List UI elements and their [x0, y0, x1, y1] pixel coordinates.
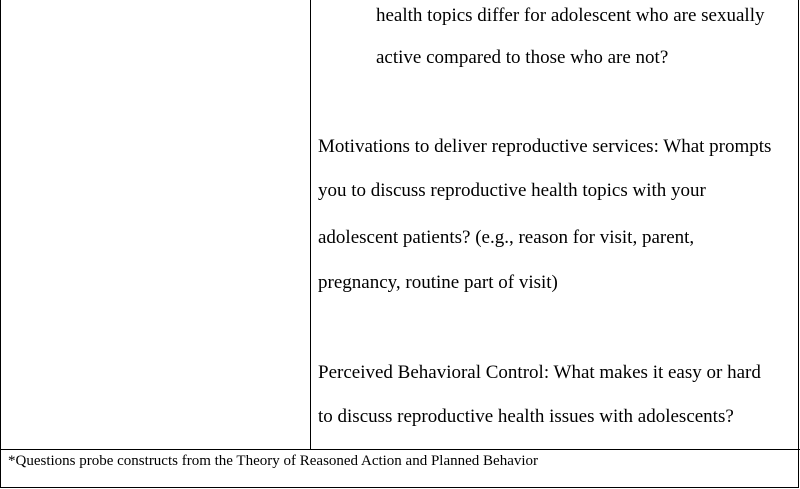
row-divider	[1, 449, 800, 450]
text-line: to discuss reproductive health issues with adolescents?	[318, 406, 734, 427]
text-line: adolescent patients? (e.g., reason for visit, parent,	[318, 227, 695, 248]
text-line: active compared to those who are not?	[376, 47, 669, 68]
table-footnote: *Questions probe constructs from the Theory of Reasoned Action and Planned Behavior	[8, 453, 539, 469]
text-line: health topics differ for adolescent who are sexually	[376, 5, 765, 26]
text-line: you to discuss reproductive health topics with your	[318, 180, 706, 201]
text-line: Perceived Behavioral Control: What makes it easy or hard	[318, 362, 761, 383]
text-line: pregnancy, routine part of visit)	[318, 272, 558, 293]
text-line: Motivations to deliver reproductive services: What prompts	[318, 136, 772, 157]
column-divider	[310, 0, 311, 449]
